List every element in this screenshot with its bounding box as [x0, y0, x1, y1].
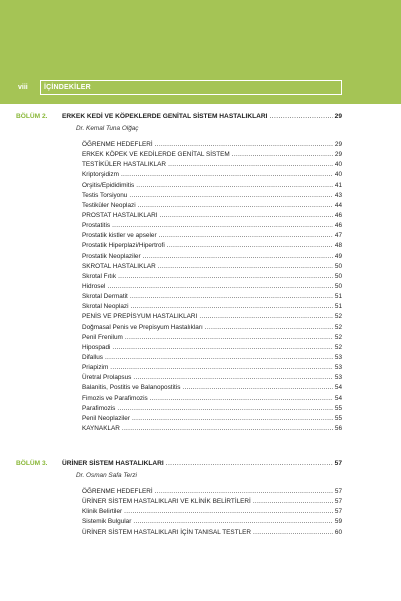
chapter-heading — [16, 460, 342, 470]
dot-leader — [105, 353, 333, 363]
toc-entry-title: Testis Torsiyonu — [82, 191, 128, 199]
toc-entry — [82, 487, 342, 497]
toc-entry — [82, 394, 342, 404]
toc-entry-page: 29 — [334, 151, 342, 159]
dot-leader — [136, 181, 333, 191]
toc-entry — [82, 140, 342, 150]
dot-leader — [112, 343, 332, 353]
dot-leader — [166, 460, 333, 467]
toc-entry-page: 29 — [334, 141, 342, 148]
toc-entry-title: Prostatik Hiperplazi/Hipertrofi — [82, 242, 165, 250]
toc-entry-title: Klinik Belirtiler — [82, 508, 123, 516]
toc-entry-title: Parafimozis — [82, 404, 116, 412]
toc-entry-page: 53 — [334, 353, 342, 361]
toc-entry-page: 50 — [334, 282, 342, 290]
toc-entry-title: ÖĞRENME HEDEFLERİ — [82, 141, 153, 148]
toc-entry-title: PENİS VE PREPİSYUM HASTALIKLARI — [82, 313, 198, 321]
toc-entry-title: Hipospadi — [82, 343, 111, 351]
toc-entry-page: 51 — [334, 293, 342, 301]
dot-leader — [155, 140, 333, 150]
toc-entry-title: Testiküler Neoplazi — [82, 201, 136, 209]
dot-leader — [122, 424, 333, 434]
dot-leader — [117, 404, 333, 414]
toc-entry-title: KAYNAKLAR — [82, 424, 120, 432]
chapter-label: BÖLÜM 2. — [16, 113, 48, 120]
dot-leader — [199, 312, 333, 322]
page-number: viii — [18, 84, 28, 91]
toc-entry — [82, 353, 342, 363]
dot-leader — [168, 160, 333, 170]
toc-entry-page: 46 — [334, 211, 342, 219]
toc-entry-title: Priapizim — [82, 364, 109, 372]
toc-entry-page: 53 — [334, 374, 342, 382]
toc-entry-title: Prostatik Neoplaziler — [82, 252, 141, 260]
toc-entry — [82, 272, 342, 282]
toc-list — [82, 487, 342, 538]
dot-leader — [253, 497, 333, 507]
toc-entry-title: ÜRİNER SİSTEM HASTALIKLARI İÇİN TANISAL TESTLER — [82, 528, 252, 536]
toc-entry-page: 40 — [334, 171, 342, 179]
chapter-title: ÜRİNER SİSTEM HASTALIKLARI — [62, 460, 164, 467]
toc-entry — [82, 302, 342, 312]
dot-leader — [133, 517, 333, 527]
toc-entry-page: 52 — [334, 313, 342, 321]
toc-entry — [82, 252, 342, 262]
dot-leader — [160, 211, 333, 221]
dot-leader — [182, 383, 332, 393]
toc-entry-page: 49 — [334, 252, 342, 260]
toc-entry-title: ÖĞRENME HEDEFLERİ — [82, 488, 153, 495]
toc-entry-page: 47 — [334, 232, 342, 240]
toc-entry — [82, 150, 342, 160]
dot-leader — [110, 363, 333, 373]
toc-entry-page: 48 — [334, 242, 342, 250]
page-title: İÇİNDEKİLER — [44, 84, 91, 91]
dot-leader — [253, 528, 333, 538]
toc-entry-title: Kriptorşidizm — [82, 171, 119, 179]
toc-entry-page: 40 — [334, 161, 342, 169]
toc-entry — [82, 323, 342, 333]
toc-entry — [82, 241, 342, 251]
toc-entry — [82, 201, 342, 211]
toc-entry-page: 60 — [334, 528, 342, 536]
toc-entry-title: Doğmasal Penis ve Prepisyum Hastalıkları — [82, 323, 203, 331]
toc-entry — [82, 221, 342, 231]
dot-leader — [107, 282, 332, 292]
chapter-author: Dr. Kemal Tuna Olğaç — [76, 125, 139, 132]
toc-entry-page: 43 — [334, 191, 342, 199]
toc-entry-title: TESTİKÜLER HASTALIKLAR — [82, 161, 167, 169]
chapter-author: Dr. Osman Safa Terzi — [76, 472, 137, 479]
toc-entry-title: PROSTAT HASTALIKLARI — [82, 211, 158, 219]
toc-entry — [82, 517, 342, 527]
toc-entry-title: ÜRİNER SİSTEM HASTALIKLARI VE KLİNİK BELİRTİLERİ — [82, 498, 251, 506]
toc-entry-title: SKROTAL HASTALIKLAR — [82, 262, 156, 270]
dot-leader — [159, 231, 333, 241]
toc-entry-title: Prostatitis — [82, 222, 111, 230]
dot-leader — [125, 333, 333, 343]
dot-leader — [270, 113, 333, 120]
toc-entry-page: 57 — [334, 508, 342, 516]
toc-entry-title: Hidrosel — [82, 282, 106, 290]
toc-entry — [82, 363, 342, 373]
toc-entry — [82, 160, 342, 170]
dot-leader — [124, 507, 333, 517]
toc-entry — [82, 404, 342, 414]
toc-entry — [82, 181, 342, 191]
toc-entry — [82, 424, 342, 434]
toc-entry — [82, 170, 342, 180]
chapter-heading — [16, 113, 342, 123]
toc-entry-title: Sistemik Bulgular — [82, 518, 132, 526]
toc-entry-title: Fimozis ve Parafimozis — [82, 394, 148, 402]
toc-entry — [82, 528, 342, 538]
toc-entry — [82, 383, 342, 393]
toc-entry-title: Difallus — [82, 353, 103, 361]
toc-entry-page: 59 — [334, 518, 342, 526]
toc-entry-page: 52 — [334, 343, 342, 351]
toc-entry-title: Prostatik kistler ve apseler — [82, 232, 157, 240]
toc-entry-title: Orşitis/Epididimitis — [82, 181, 135, 189]
chapter-3 — [16, 460, 342, 538]
toc-entry-page: 55 — [334, 404, 342, 412]
toc-entry-page: 53 — [334, 364, 342, 372]
toc-entry-page: 50 — [334, 262, 342, 270]
toc-entry-page: 46 — [334, 222, 342, 230]
toc-entry-title: Penil Frenilum — [82, 333, 123, 341]
dot-leader — [143, 252, 333, 262]
toc-entry-page: 51 — [334, 303, 342, 311]
toc-entry-page: 54 — [334, 384, 342, 392]
dot-leader — [112, 221, 333, 231]
toc-entry-page: 44 — [334, 201, 342, 209]
dot-leader — [155, 487, 333, 497]
toc-entry — [82, 507, 342, 517]
toc-entry — [82, 333, 342, 343]
toc-entry-title: Skrotal Fıtık — [82, 272, 117, 280]
toc-entry — [82, 292, 342, 302]
toc-entry — [82, 497, 342, 507]
chapter-2 — [16, 113, 342, 434]
dot-leader — [232, 150, 333, 160]
toc-entry-page: 52 — [334, 323, 342, 331]
toc-entry-title: Skrotal Neoplazi — [82, 303, 129, 311]
toc-entry — [82, 312, 342, 322]
toc-entry — [82, 282, 342, 292]
dot-leader — [129, 191, 333, 201]
toc-entry-page: 57 — [334, 488, 342, 495]
toc-entry-page: 50 — [334, 272, 342, 280]
toc-entry — [82, 211, 342, 221]
dot-leader — [118, 272, 333, 282]
toc-entry — [82, 343, 342, 353]
chapter-page: 29 — [334, 113, 342, 120]
dot-leader — [158, 262, 333, 272]
dot-leader — [130, 292, 333, 302]
toc-list — [82, 140, 342, 434]
chapter-label: BÖLÜM 3. — [16, 460, 48, 467]
toc-entry-page: 55 — [334, 414, 342, 422]
toc-entry-page: 56 — [334, 424, 342, 432]
dot-leader — [150, 394, 333, 404]
toc-entry-page: 52 — [334, 333, 342, 341]
dot-leader — [138, 201, 333, 211]
dot-leader — [121, 170, 333, 180]
toc-entry-title: Penil Neoplaziler — [82, 414, 130, 422]
dot-leader — [167, 241, 333, 251]
toc-entry-page: 54 — [334, 394, 342, 402]
toc-entry-title: Balanitis, Postitis ve Balanopostitis — [82, 384, 181, 392]
dot-leader — [205, 323, 333, 333]
toc-entry-title: Skrotal Dermatit — [82, 293, 128, 301]
toc-entry — [82, 231, 342, 241]
dot-leader — [132, 414, 333, 424]
toc-entry — [82, 191, 342, 201]
dot-leader — [131, 302, 333, 312]
toc-entry-page: 41 — [334, 181, 342, 189]
toc-entry — [82, 373, 342, 383]
chapter-title: ERKEK KEDİ VE KÖPEKLERDE GENİTAL SİSTEM HASTALIKLARI — [62, 113, 268, 120]
dot-leader — [133, 373, 333, 383]
toc-entry-title: ERKEK KÖPEK VE KEDİLERDE GENİTAL SİSTEM — [82, 151, 230, 159]
toc-entry-page: 57 — [334, 498, 342, 506]
toc-entry-title: Üretral Prolapsus — [82, 374, 132, 382]
toc-entry — [82, 414, 342, 424]
chapter-page: 57 — [334, 460, 342, 467]
toc-entry — [82, 262, 342, 272]
